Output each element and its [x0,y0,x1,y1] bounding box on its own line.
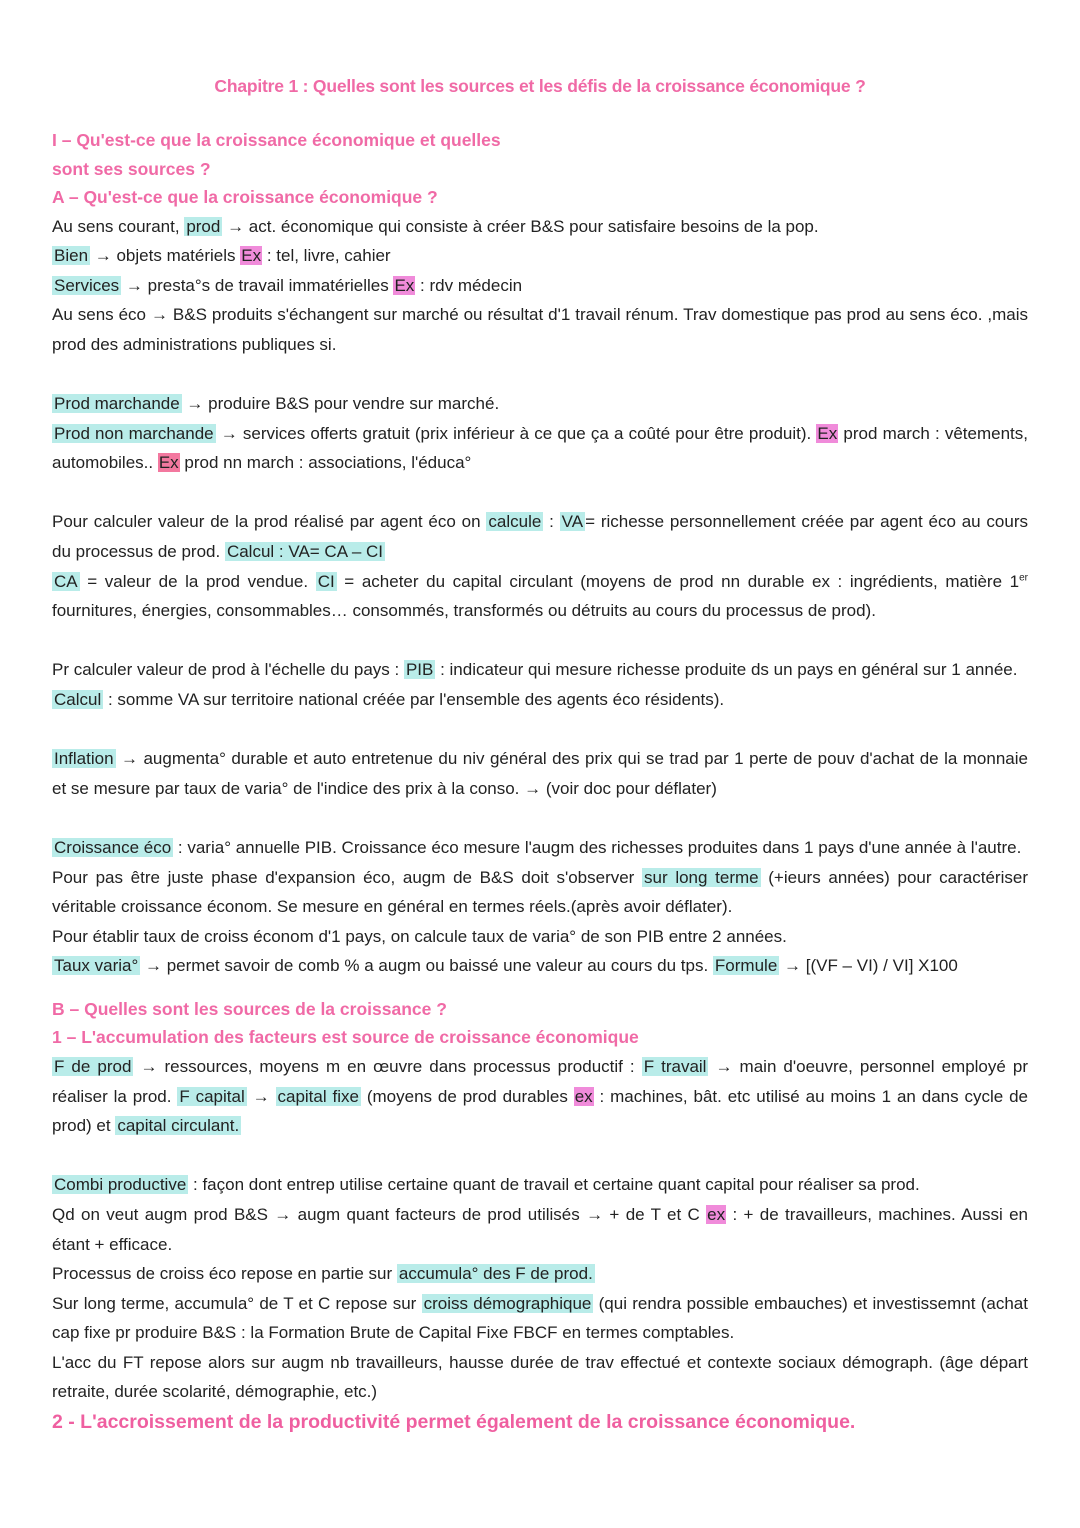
section-heading-1: I – Qu'est-ce que la croissance économique et quelles sont ses sources ? [52,130,501,179]
highlight-term: Calcul : VA= CA – CI [226,542,384,562]
highlight-term: Croissance éco [54,837,172,857]
paragraph-va: Pour calculer valeur de la prod réalisé par agent éco on calcule : VA = richesse personnellement créée par agent éco au cours du processus de prod. Calcul : VA= CA – CI [52,512,1029,562]
paragraph-bien: Bien → objets matériels Ex : tel, livre, cahier [54,246,391,266]
subsection-heading-b2: 2 - L'accroissement de la productivité permet également de la croissance économique. [52,1411,856,1434]
paragraph-augm-prod: Qd on veut augm prod B&S → augm quant facteurs de prod utilisés → + de T et C ex : + de travailleurs, machines. Aussi en étant + efficace. [52,1204,1028,1254]
highlight-term: croiss démographique [423,1293,592,1313]
highlight-term: calcule [488,512,542,532]
highlight-term: prod [186,216,221,236]
paragraph-long-terme: Pour pas être juste phase d'expansion éco, augm de B&S doit s'observer sur long terme (+ieurs années) pour caractériser véritable croissance économ. Se mesure en général en termes réels.(après avoir déflater). [52,867,1028,917]
paragraph-combi: Combi productive : façon dont entrep utilise certaine quant de travail et certaine quant capital pour réaliser sa prod. [54,1175,920,1195]
superscript: er [1019,571,1029,583]
paragraph-croissance: Croissance éco : varia° annuelle PIB. Croissance éco mesure l'augm des richesses produites dans 1 pays d'une année à l'autre. [54,837,1022,857]
highlight-term: Services [54,275,120,295]
highlight-term: F capital [179,1086,245,1106]
paragraph-pib: Pr calculer valeur de prod à l'échelle du pays : PIB : indicateur qui mesure richesse produite ds un pays en général sur 1 année. [52,660,1018,680]
highlight-term: accumula° des F de prod. [398,1264,593,1284]
paragraph-facteurs: F de prod → ressources, moyens m en œuvre dans processus productif : F travail → main d'oeuvre, personnel employé pr réaliser la prod. F capital → capital fixe (moyens de prod durables ex : machines, bât. etc utilisé au moins 1 an dans cycle de prod) et capital circulant. [52,1056,1028,1136]
highlight-term: PIB [405,660,434,680]
highlight-term: sur long terme [644,867,759,887]
paragraph-sens-eco: Au sens éco → B&S produits s'échangent sur marché ou résultat d'1 travail rénum. Trav domestique pas prod au sens éco. ,mais prod des administrations publiques si. [52,305,1028,354]
highlight-term: Calcul [54,690,102,709]
paragraph-prod-marchande: Prod marchande → produire B&S pour vendre sur marché. [54,394,500,414]
highlight-term: F travail [643,1056,707,1076]
paragraph-inflation: Inflation → augmenta° durable et auto entretenue du niv général des prix qui se trad par 1 perte de pouv d'achat de la monnaie et se mesure par taux de varia° de l'indice des prix à la conso. → (voir doc pour déflater) [52,749,1028,798]
paragraph-ca-ci: CA = valeur de la prod vendue. CI = acheter du capital circulant (moyens de prod nn durable ex : ingrédients, matière 1er fournitures, énergies, consommables… consommés, transformés ou détruits au cours du processus de prod). [52,571,1029,621]
subsection-heading-a: A – Qu'est-ce que la croissance économique ? [52,187,438,207]
highlight-term: Bien [54,246,89,266]
paragraph-taux-varia: Taux varia° → permet savoir de comb % a augm ou baissé une valeur au cours du tps. Formule → [(VF – VI) / VI] X100 [54,956,958,976]
chapter-title: Chapitre 1 : Quelles sont les sources et les défis de la croissance économique ? [214,76,866,96]
subsection-heading-b1: 1 – L'accumulation des facteurs est source de croissance économique [52,1027,639,1048]
highlight-term: Inflation [54,749,114,769]
highlight-term: Combi productive [54,1175,187,1195]
paragraph-prod-non-marchande: Prod non marchande → services offerts gratuit (prix inférieur à ce que ça a coûté pour être produit). Ex prod march : vêtements, automobiles.. Ex prod nn march : associations, l'éduca° [52,423,1028,473]
highlight-term: CI [317,571,335,591]
highlight-term: Prod non marchande [54,423,214,443]
subsection-heading-b: B – Quelles sont les sources de la croissance ? [52,998,447,1019]
example-marker: ex [707,1204,726,1224]
paragraph-long-terme-accum: Sur long terme, accumula° de T et C repose sur croiss démographique (qui rendra possible embauches) et investissemnt (achat cap fixe pr produire B&S : la Formation Brute de Capital Fixe FBCF en termes comptables. [52,1293,1028,1343]
paragraph-prod: Au sens courant, prod → act. économique qui consiste à créer B&S pour satisfaire besoins de la pop. [52,216,819,236]
highlight-term: Prod marchande [54,394,180,414]
example-marker: Ex [817,423,838,443]
highlight-term: F de prod [54,1056,132,1076]
paragraph-acc-ft: L'acc du FT repose alors sur augm nb travailleurs, hausse durée de trav effectué et contexte sociaux démograph. (âge départ retraite, durée scolarité, démographie, etc.) [52,1352,1028,1402]
highlight-term: capital fixe [277,1086,359,1106]
example-marker: Ex [241,246,262,266]
example-marker: ex [574,1086,593,1106]
highlight-term: VA [561,512,584,532]
paragraph-accumulation: Processus de croiss éco repose en partie sur accumula° des F de prod. [52,1264,593,1284]
document-page [52,72,1028,1437]
highlight-term: Taux varia° [54,956,139,976]
paragraph-services: Services → presta°s de travail immatérielles Ex : rdv médecin [54,275,523,295]
example-marker: Ex [394,275,415,295]
highlight-term: Formule [714,956,778,976]
paragraph-taux-croiss: Pour établir taux de croiss économ d'1 pays, on calcule taux de varia° de son PIB entre 2 années. [52,926,787,946]
example-marker: Ex [158,453,179,473]
paragraph-calcul-pib: Calcul : somme VA sur territoire national créée par l'ensemble des agents éco résidents). [54,690,725,709]
highlight-term: CA [54,571,78,591]
highlight-term: capital circulant. [117,1116,240,1136]
